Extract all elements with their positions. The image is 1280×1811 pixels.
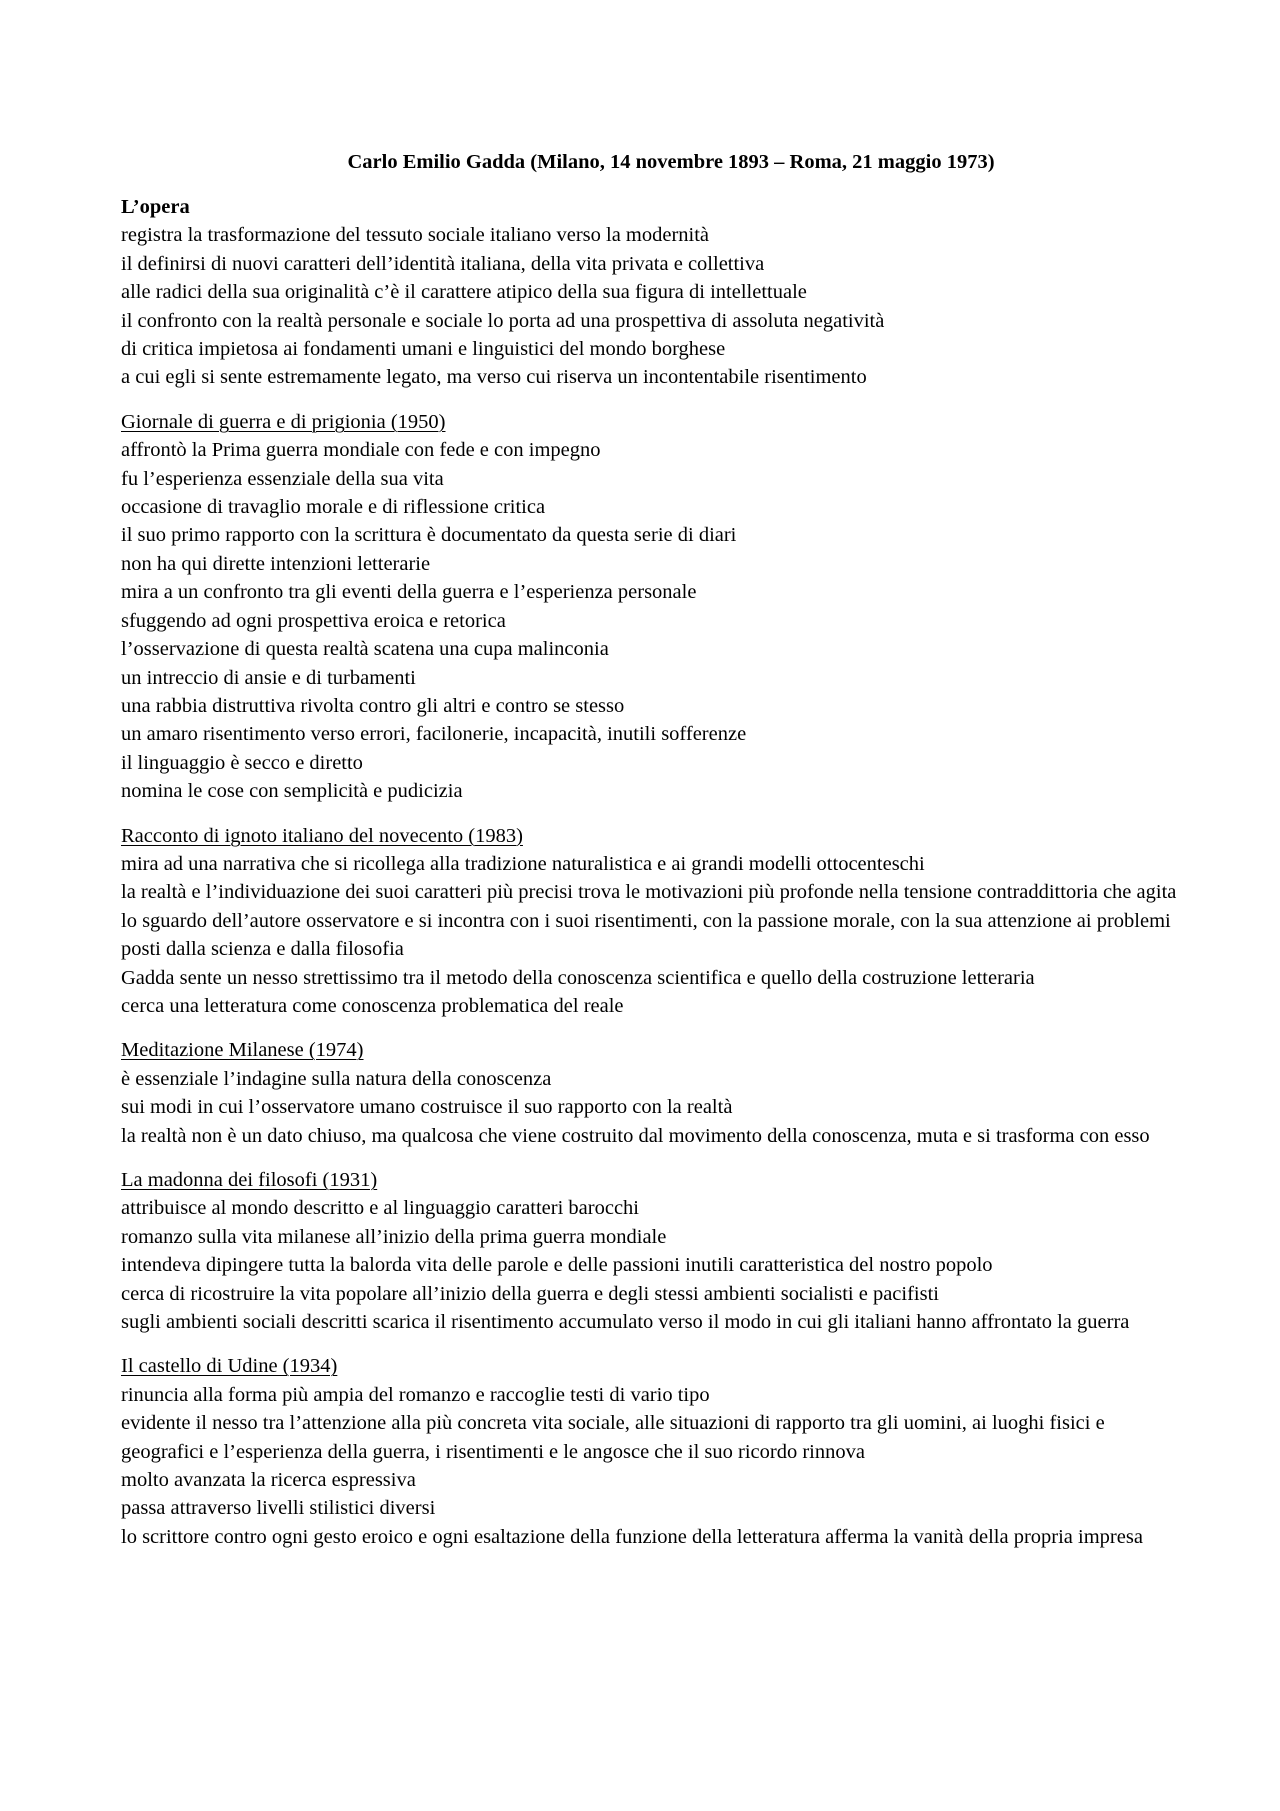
section-heading: La madonna dei filosofi (1931)	[121, 1169, 378, 1191]
text-line: Gadda sente un nesso strettissimo tra il metodo della conoscenza scientifica e quello della costruzione letteraria	[121, 966, 1035, 989]
text-line: occasione di travaglio morale e di riflessione critica	[121, 496, 546, 519]
document-title: Carlo Emilio Gadda (Milano, 14 novembre 1893 – Roma, 21 maggio 1973)	[347, 151, 995, 173]
text-line: il linguaggio è secco e diretto	[121, 751, 363, 774]
text-line: fu l’esperienza essenziale della sua vita	[121, 467, 444, 490]
text-line: mira ad una narrativa che si ricollega alla tradizione naturalistica e ai grandi modelli ottocenteschi	[121, 852, 925, 875]
text-line: non ha qui dirette intenzioni letterarie	[121, 552, 431, 575]
text-line: nomina le cose con semplicità e pudicizia	[121, 780, 463, 803]
section-heading: Il castello di Udine (1934)	[121, 1355, 338, 1378]
section-racconto	[121, 822, 1181, 1021]
text-line: sui modi in cui l’osservatore umano costruisce il suo rapporto con la realtà	[121, 1096, 733, 1119]
text-line: un amaro risentimento verso errori, facilonerie, incapacità, inutili sofferenze	[121, 723, 747, 746]
text-line: di critica impietosa ai fondamenti umani e linguistici del mondo borghese	[121, 338, 726, 361]
section-castello	[121, 1352, 1181, 1551]
text-line: il suo primo rapporto con la scrittura è documentato da questa serie di diari	[121, 524, 737, 547]
text-line: alle radici della sua originalità c’è il carattere atipico della sua figura di intellettuale	[121, 281, 807, 304]
text-line: il definirsi di nuovi caratteri dell’identità italiana, della vita privata e collettiva	[121, 252, 765, 275]
text-line: sfuggendo ad ogni prospettiva eroica e retorica	[121, 609, 506, 632]
section-giornale	[121, 408, 1181, 806]
text-line: attribuisce al mondo descritto e al linguaggio caratteri barocchi	[121, 1197, 639, 1220]
text-line: il confronto con la realtà personale e sociale lo porta ad una prospettiva di assoluta negatività	[121, 309, 885, 332]
text-line: romanzo sulla vita milanese all’inizio della prima guerra mondiale	[121, 1225, 667, 1248]
text-line: è essenziale l’indagine sulla natura della conoscenza	[121, 1067, 552, 1090]
text-line: passa attraverso livelli stilistici diversi	[121, 1497, 436, 1520]
text-line: evidente il nesso tra l’attenzione alla più concreta vita sociale, alle situazioni di rapporto tra gli uomini, ai luoghi fisici e geografici e l’esperienza della guerra, i risentimenti e le angosce che il suo ricordo rinnova	[121, 1412, 1105, 1463]
section-madonna	[121, 1166, 1181, 1336]
text-line: rinuncia alla forma più ampia del romanzo e raccoglie testi di vario tipo	[121, 1383, 710, 1406]
text-line: la realtà e l’individuazione dei suoi caratteri più precisi trova le motivazioni più profonde nella tensione contraddittoria che agita lo sguardo dell’autore osservatore e si incontra con i suoi risentimenti, con la passione morale, con la sua attenzione ai problemi posti dalla scienza e dalla filosofia	[121, 881, 1177, 961]
section-meditazione	[121, 1036, 1181, 1150]
text-line: affrontò la Prima guerra mondiale con fede e con impegno	[121, 439, 601, 462]
document-page	[121, 148, 1181, 1567]
text-line: cerca di ricostruire la vita popolare all’inizio della guerra e degli stessi ambienti socialisti e pacifisti	[121, 1282, 939, 1305]
text-line: cerca una letteratura come conoscenza problematica del reale	[121, 994, 624, 1017]
text-line: un intreccio di ansie e di turbamenti	[121, 666, 416, 689]
text-line: intendeva dipingere tutta la balorda vita delle parole e delle passioni inutili caratteristica del nostro popolo	[121, 1254, 993, 1277]
section-heading: Meditazione Milanese (1974)	[121, 1039, 364, 1062]
section-heading: Giornale di guerra e di prigionia (1950)	[121, 410, 446, 433]
text-line: molto avanzata la ricerca espressiva	[121, 1469, 416, 1492]
section-heading: Racconto di ignoto italiano del novecento (1983)	[121, 824, 523, 847]
text-line: sugli ambienti sociali descritti scarica il risentimento accumulato verso il modo in cui gli italiani hanno affrontato la guerra	[121, 1311, 1130, 1334]
text-line: la realtà non è un dato chiuso, ma qualcosa che viene costruito dal movimento della conoscenza, muta e si trasforma con esso	[121, 1124, 1150, 1147]
text-line: mira a un confronto tra gli eventi della guerra e l’esperienza personale	[121, 581, 697, 604]
text-line: una rabbia distruttiva rivolta contro gli altri e contro se stesso	[121, 694, 625, 717]
section-heading: L’opera	[121, 196, 190, 218]
section-opera	[121, 193, 1181, 392]
text-line: l’osservazione di questa realtà scatena una cupa malinconia	[121, 638, 609, 661]
text-line: lo scrittore contro ogni gesto eroico e ogni esaltazione della funzione della letteratura afferma la vanità della propria impresa	[121, 1525, 1143, 1548]
text-line: registra la trasformazione del tessuto sociale italiano verso la modernità	[121, 224, 710, 247]
text-line: a cui egli si sente estremamente legato, ma verso cui riserva un incontentabile risentimento	[121, 366, 867, 389]
